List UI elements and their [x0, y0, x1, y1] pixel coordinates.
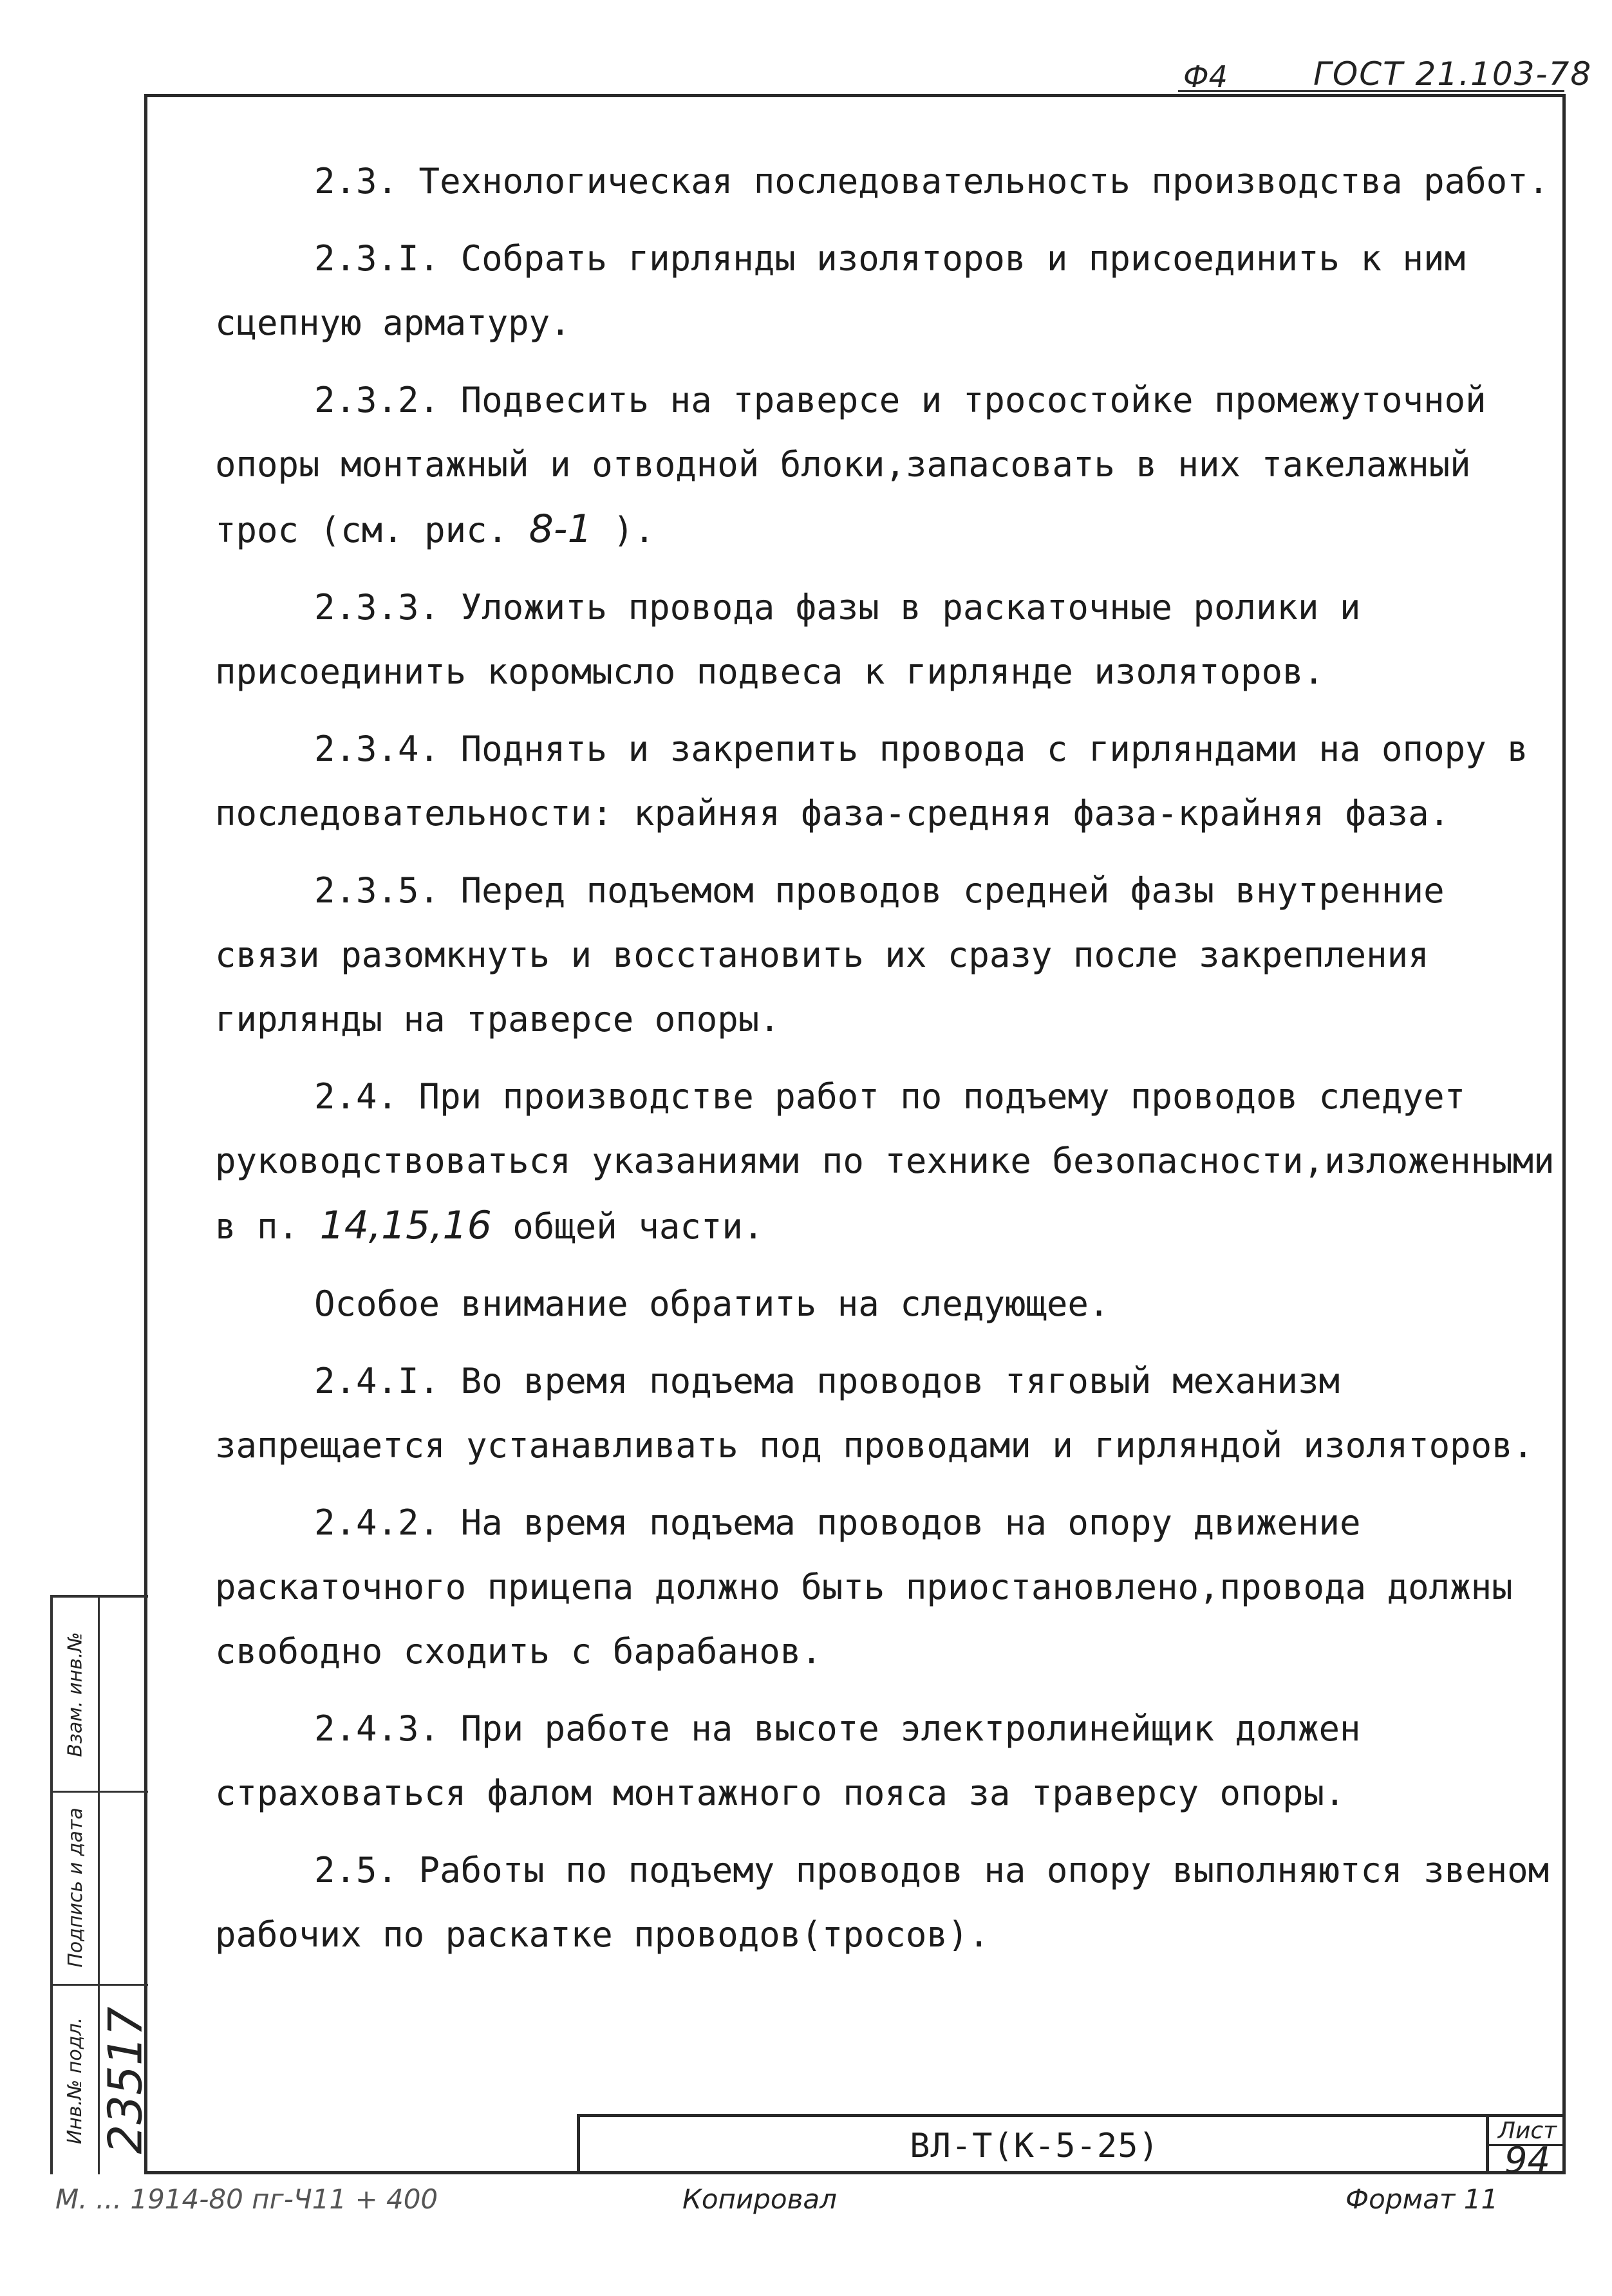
paragraph	[215, 1349, 1560, 1478]
handwritten-insert: 8-1	[529, 507, 592, 552]
paragraph	[215, 149, 1560, 214]
document-code: ВЛ-Т(К-5-25)	[910, 2126, 1159, 2165]
paragraph-text: 2.4.I. Во время подъема проводов тяговый механизм запрещается устанавливать под проводами и гирляндой изоляторов.	[215, 1361, 1534, 1466]
paragraph-text: ).	[592, 510, 655, 550]
paragraph-text: общей части.	[491, 1206, 764, 1247]
footer-copied-by: Копировал	[682, 2183, 837, 2215]
paragraph-text: 2.4.3. При работе на высоте электролинейщик должен страховаться фалом монтажного пояса за траверсу опоры.	[215, 1708, 1361, 1813]
sheet-number: 94	[1504, 2140, 1551, 2181]
paragraph	[215, 368, 1560, 563]
paragraph-text: 2.3.5. Перед подъемом проводов средней фазы внутренние связи разомкнуть и восстановить их сразу после закрепления гирлянды на траверсе опоры.	[215, 870, 1445, 1040]
paragraph	[215, 1272, 1560, 1336]
sheet-form-code: Ф4	[1183, 59, 1228, 94]
paragraph	[215, 859, 1560, 1052]
document-body	[215, 149, 1560, 1980]
paragraph-text: 2.4.2. На время подъема проводов на опору движение раскаточного прицепа должно быть приостановлено,провода должны свободно сходить с барабанов.	[215, 1502, 1513, 1672]
stamp-signature-label: Подпись и дата	[64, 1807, 87, 1968]
footer-format: Формат 11	[1345, 2183, 1499, 2215]
handwritten-insert: 14,15,16	[319, 1203, 492, 1248]
footer-print-info: М. ... 1914-80 пг-Ч11 + 400	[55, 2183, 438, 2215]
paragraph	[215, 575, 1560, 704]
paragraph-text: 2.3. Технологическая последовательность производства работ.	[314, 161, 1550, 201]
stamp-inventory-label: Инв.№ подл.	[64, 2017, 87, 2144]
paragraph-text: 2.4. При производстве работ по подъему проводов следует руководствоваться указаниями по технике безопасности,изложенными в п.	[215, 1076, 1555, 1247]
stamp-inventory-number: 23517	[98, 2006, 153, 2154]
stamp-replace-label: Взам. инв.№	[64, 1631, 87, 1757]
stamp-cell-replace	[53, 1598, 98, 1791]
stamp-cell-inventory	[53, 1984, 98, 2177]
header-underline	[1178, 90, 1564, 92]
paragraph-text: 2.3.2. Подвесить на траверсе и тросостойке промежуточной опоры монтажный и отводной блоки,запасовать в них такелажный трос (см. рис.	[215, 380, 1486, 550]
paragraph	[215, 717, 1560, 846]
sheet-label: Лист	[1489, 2118, 1566, 2146]
paragraph	[215, 1838, 1560, 1967]
paragraph-text: 2.3.3. Уложить провода фазы в раскаточные ролики и присоединить коромысло подвеса к гирлянде изоляторов.	[215, 587, 1361, 692]
standard-reference: ГОСТ 21.103-78	[1313, 55, 1593, 93]
paragraph-text: 2.3.I. Собрать гирлянды изоляторов и присоединить к ним сцепную арматуру.	[215, 238, 1466, 343]
title-block	[577, 2114, 1566, 2181]
paragraph	[215, 227, 1560, 355]
paragraph-text: 2.3.4. Поднять и закрепить провода с гирляндами на опору в последовательности: крайняя фаза-средняя фаза-крайняя фаза.	[215, 729, 1528, 834]
sheet-cell	[1486, 2117, 1566, 2181]
stamp-inventory-number-cell	[100, 1984, 151, 2177]
paragraph-text: 2.5. Работы по подъему проводов на опору выполняются звеном рабочих по раскатке проводов(тросов).	[215, 1850, 1550, 1955]
paragraph	[215, 1065, 1560, 1259]
paragraph-text: Особое внимание обратить на следующее.	[314, 1283, 1110, 1324]
paragraph	[215, 1491, 1560, 1684]
margin-stamp	[50, 1595, 153, 2174]
stamp-cell-signature	[53, 1791, 98, 1984]
paragraph	[215, 1697, 1560, 1825]
